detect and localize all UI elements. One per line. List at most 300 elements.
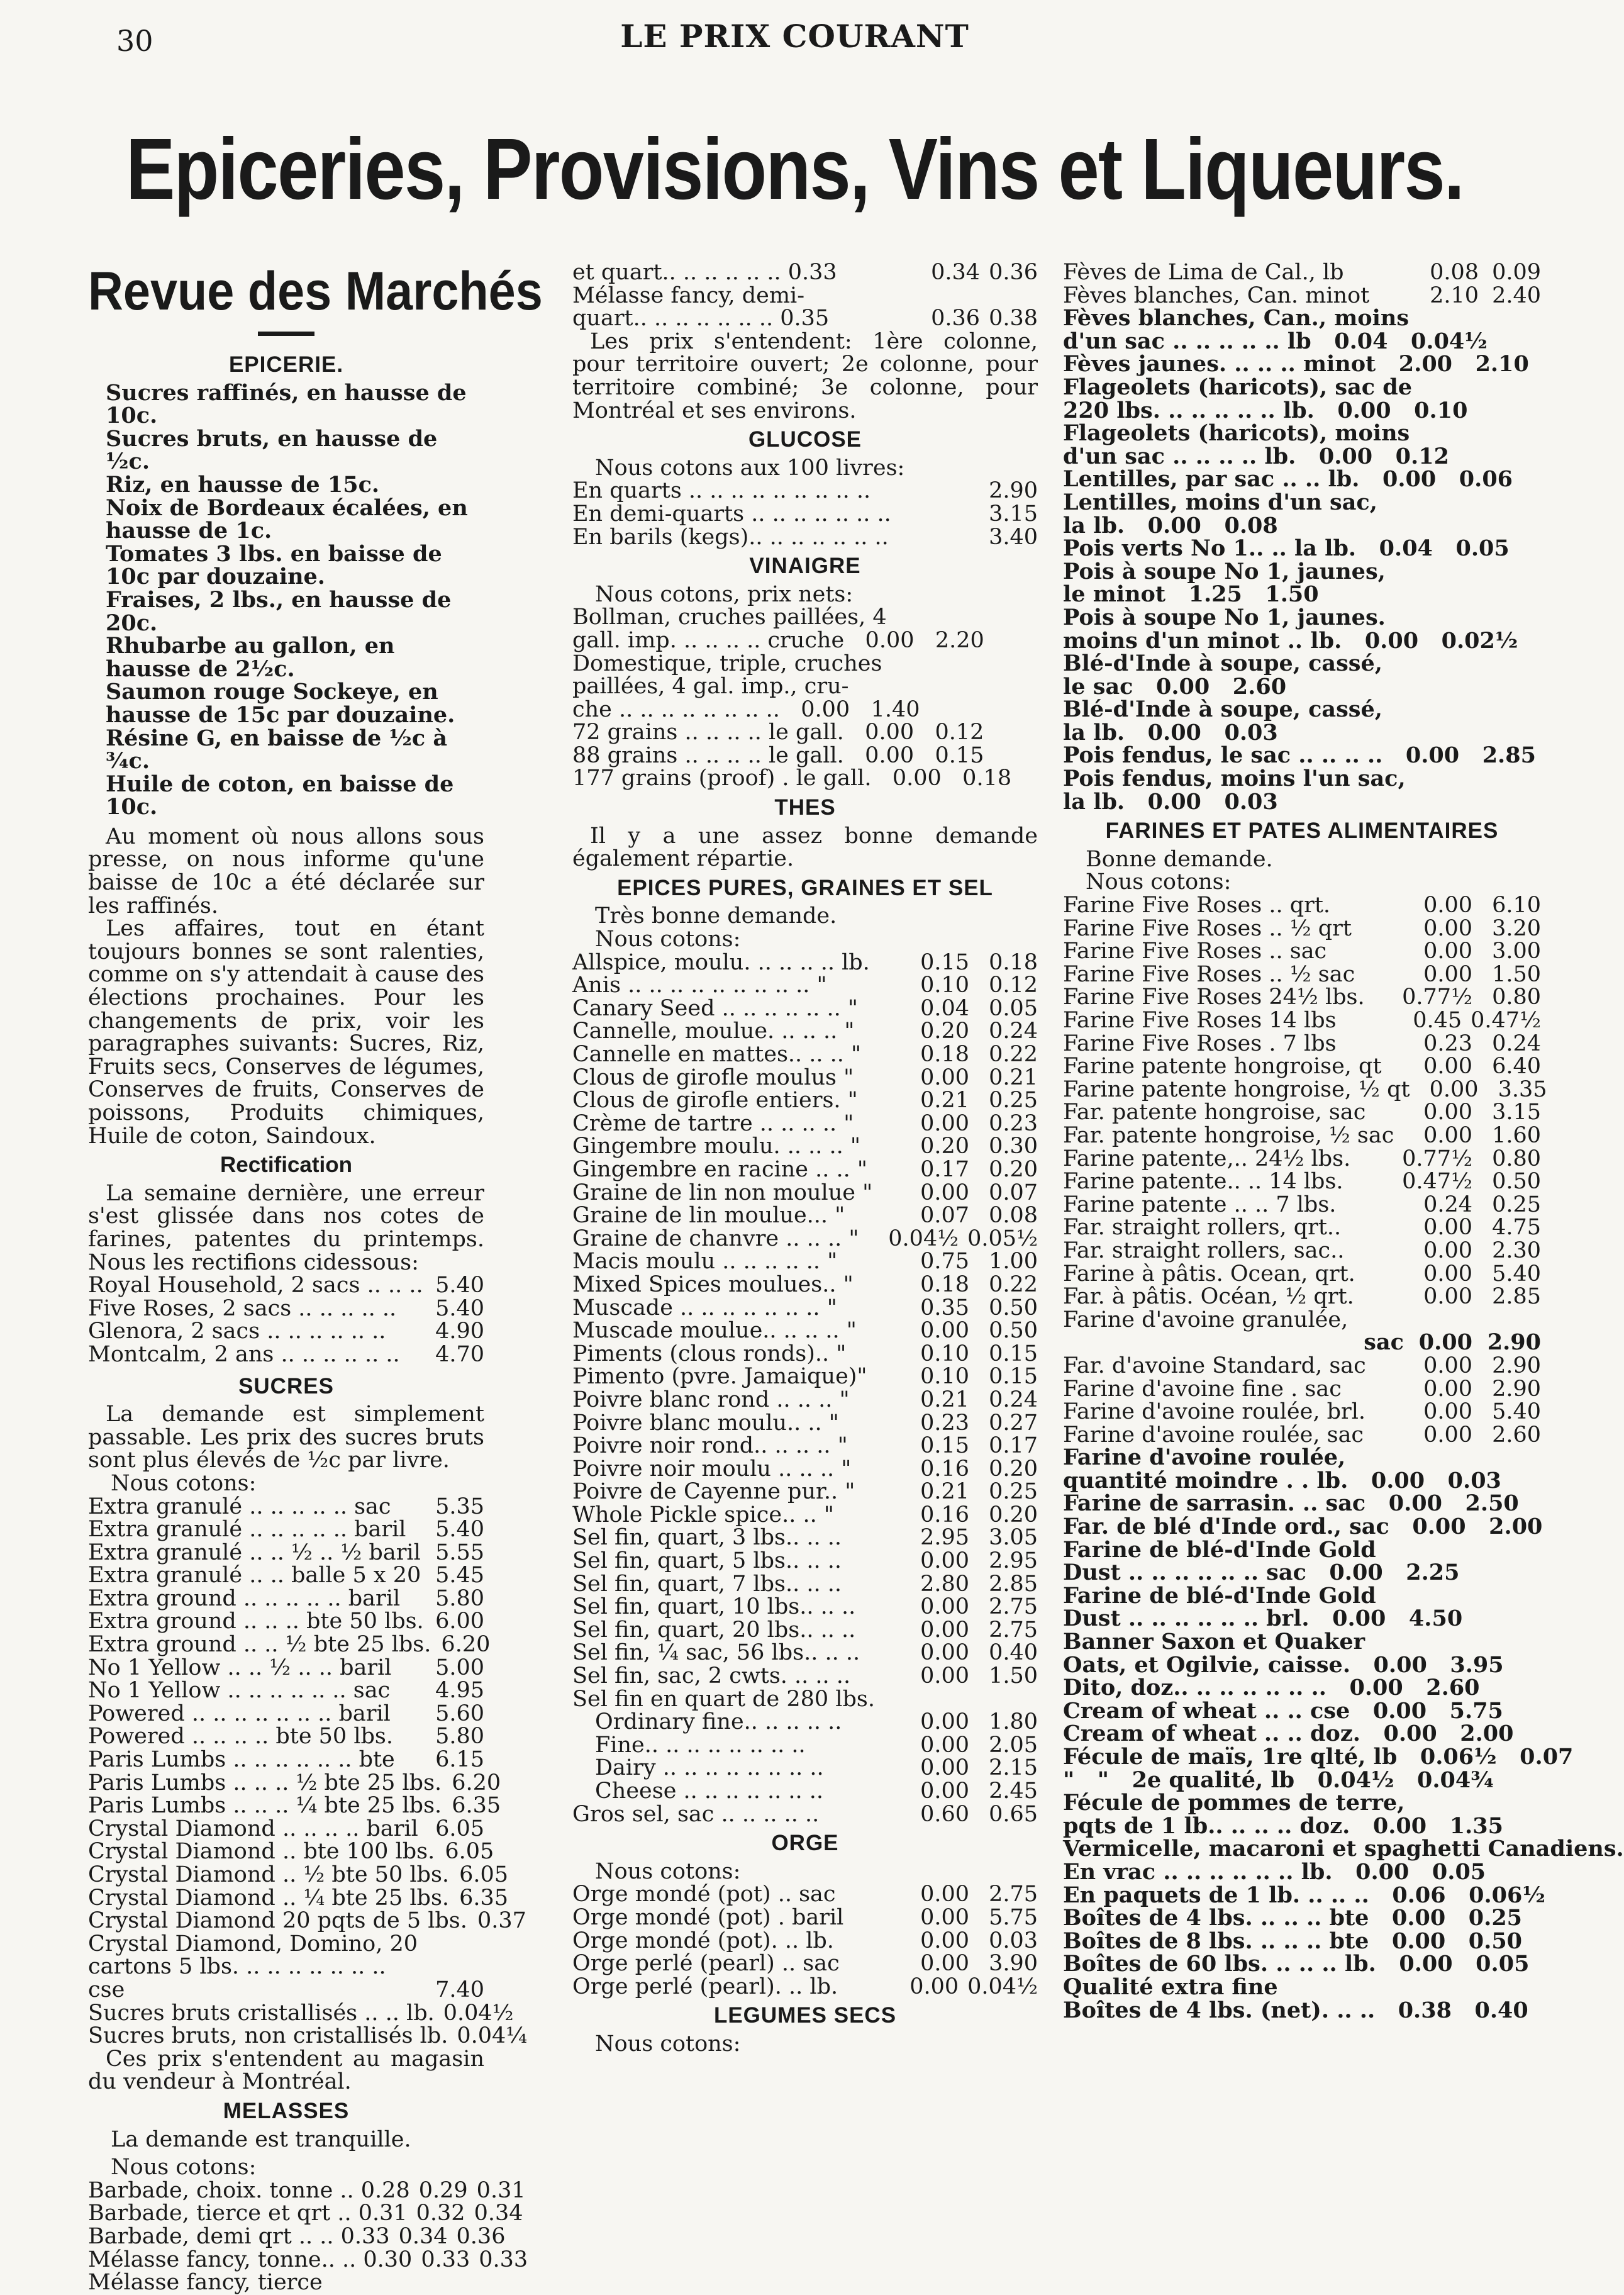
price-value: 0.00 — [1423, 1215, 1472, 1241]
price-value: 3.20 — [1492, 915, 1541, 941]
item-label: Crystal Diamond .. ½ bte 50 lbs. — [88, 1862, 450, 1887]
item-label: Far. straight rollers, sac.. — [1063, 1237, 1345, 1263]
price-row — [572, 1480, 1038, 1504]
paragraph: Les prix s'entendent: 1ère colonne, pour territoire ouvert; 2e colonne, pour territoire combiné; 3e colonne, pour Montréal et ses environs. — [572, 328, 1038, 423]
price-value: 0.47½ — [1402, 1169, 1472, 1195]
price-value: 0.20 — [920, 1019, 969, 1044]
item-label: Extra ground .. .. .. .. .. baril — [88, 1585, 401, 1611]
list-item: Cream of wheat .. .. cse 0.00 5.75 — [1063, 1697, 1503, 1724]
price-value: 0.04 — [920, 995, 969, 1021]
price-list — [1063, 307, 1541, 813]
price-table — [1063, 261, 1541, 307]
price-value: 0.25 — [989, 1479, 1038, 1505]
price-value: 0.05½ — [967, 1226, 1038, 1251]
price-value: 0.22 — [989, 1042, 1038, 1067]
item-label: Gingembre moulu. .. .. .. " — [572, 1134, 860, 1159]
price-row — [1063, 1032, 1541, 1056]
price-row — [572, 974, 1038, 997]
price-row — [88, 2247, 528, 2272]
price-value: 0.18 — [989, 949, 1038, 975]
price-value: 3.15 — [989, 501, 1038, 527]
price-row — [88, 1725, 484, 1748]
price-value: 0.36 — [931, 306, 981, 332]
price-row — [572, 1711, 1038, 1734]
list-item: Far. de blé d'Inde ord., sac 0.00 2.00 — [1063, 1514, 1543, 1540]
price-value: 0.21 — [920, 1479, 969, 1505]
price-row — [572, 1573, 1038, 1596]
list-item: Saumon rouge Sockeye, en hausse de 15c par douzaine. — [106, 679, 455, 728]
price-value: 0.04½ — [967, 1974, 1038, 1999]
item-label: Powered .. .. .. .. .. .. .. baril — [88, 1700, 391, 1726]
list-item: Blé-d'Inde à soupe, cassé, — [1063, 696, 1382, 723]
price-value: 0.00 — [1423, 1100, 1472, 1125]
item-label: Farine Five Roses . 7 lbs — [1063, 1030, 1337, 1056]
price-row — [88, 2023, 528, 2049]
item-label: Graine de chanvre .. .. .. " — [572, 1226, 859, 1251]
item-label: Barbade, tierce et qrt .. 0.31 — [88, 2201, 408, 2226]
item-label: Fèves de Lima de Cal., lb — [1063, 260, 1344, 285]
item-label: Sel fin, quart, 10 lbs.. .. .. — [572, 1594, 856, 1620]
item-label: Extra granulé .. .. .. .. .. baril — [88, 1517, 406, 1543]
paragraph: Très bonne demande. — [595, 903, 837, 929]
price-value: 3.90 — [989, 1951, 1038, 1977]
price-row — [572, 1020, 1038, 1043]
price-value: 5.80 — [435, 1585, 484, 1611]
price-value: 2.15 — [989, 1755, 1038, 1781]
item-label: Farine à pâtis. Ocean, qrt. — [1063, 1261, 1355, 1287]
nous-cotons-label: Nous cotons: — [1086, 869, 1232, 895]
price-value: 6.10 — [1492, 893, 1541, 919]
price-value: 0.16 — [920, 1456, 969, 1482]
item-label: Sel fin, quart, 7 lbs.. .. .. — [572, 1571, 842, 1597]
list-item: 220 lbs. .. .. .. .. .. lb. 0.00 0.10 — [1063, 397, 1468, 423]
list-item: Pois fendus, le sac .. .. .. .. 0.00 2.85 — [1063, 742, 1536, 769]
price-row — [88, 2000, 514, 2026]
item-label: En quarts .. .. .. .. .. .. .. .. .. — [572, 478, 871, 504]
price-value: 5.40 — [1492, 1261, 1541, 1287]
price-row — [572, 1273, 1038, 1297]
item-label: Dairy .. .. .. .. .. .. .. .. — [595, 1755, 824, 1781]
column-3 — [1063, 260, 1624, 2252]
list-item: Farine d'avoine granulée, — [1063, 1307, 1349, 1332]
list-item: Dito, doz.. .. .. .. .. .. .. 0.00 2.60 — [1063, 1675, 1480, 1701]
item-label: Sel fin, ¼ sac, 56 lbs.. .. .. — [572, 1640, 860, 1666]
list-item: En paquets de 1 lb. .. .. .. 0.06 0.06½ — [1063, 1882, 1545, 1908]
list-item: paillées, 4 gal. imp., cru- — [572, 674, 849, 700]
price-row — [572, 1734, 1038, 1757]
price-row — [1063, 1124, 1541, 1148]
list-item: Lentilles, par sac .. .. lb. 0.00 0.06 — [1063, 466, 1513, 493]
price-value: 0.24 — [1492, 1030, 1541, 1056]
item-label: Mixed Spices moulues.. " — [572, 1271, 854, 1297]
price-row — [88, 1908, 526, 1934]
price-value: 0.18 — [920, 1042, 969, 1067]
price-value: 2.90 — [989, 478, 1038, 504]
item-label: Crystal Diamond .. bte 100 lbs. — [88, 1839, 435, 1865]
item-label: Farine Five Roses .. sac — [1063, 939, 1327, 964]
list-item: 88 grains .. .. .. .. le gall. 0.00 0.15 — [572, 742, 984, 768]
list-item: moins d'un minot .. lb. 0.00 0.02½ — [1063, 627, 1518, 654]
list-item: Banner Saxon et Quaker — [1063, 1629, 1365, 1655]
price-value: 0.00 — [909, 1974, 959, 1999]
list-item: pqts de 1 lb.. .. .. .. doz. 0.00 1.35 — [1063, 1812, 1503, 1839]
item-label: Orge perlé (pearl). .. lb. — [572, 1974, 838, 1999]
list-item: Dust .. .. .. .. .. .. brl. 0.00 4.50 — [1063, 1605, 1463, 1632]
price-row — [572, 1906, 1038, 1929]
list-item: Boîtes de 4 lbs. .. .. .. bte 0.00 0.25 — [1063, 1905, 1523, 1931]
price-value: 2.90 — [1492, 1376, 1541, 1402]
list-item: d'un sac .. .. .. .. .. lb 0.04 0.04½ — [1063, 328, 1488, 354]
price-row — [572, 1550, 1038, 1573]
item-label: Pimento (pvre. Jamaique)" — [572, 1364, 867, 1390]
price-value: 0.00 — [920, 1548, 969, 1574]
list-item: Sucres raffinés, en hausse de 10c. — [106, 379, 467, 429]
price-table — [1063, 1331, 1541, 1354]
list-item: Dust .. .. .. .. .. .. sac 0.00 2.25 — [1063, 1560, 1460, 1586]
price-value: 0.00 — [1423, 1353, 1472, 1378]
price-row — [1063, 284, 1541, 308]
price-value: 2.85 — [989, 1571, 1038, 1597]
item-label: Paris Lumbs .. .. .. ½ bte 25 lbs. — [88, 1770, 442, 1795]
price-row — [1063, 261, 1541, 284]
price-value: 0.17 — [920, 1156, 969, 1182]
item-label: Gingembre en racine .. .. " — [572, 1156, 867, 1182]
list-item: Huile de coton, en baisse de 10c. — [106, 771, 454, 820]
price-value: 0.45 — [1413, 1008, 1462, 1033]
paragraph: Nous cotons: — [595, 2031, 741, 2057]
list-item: Qualité extra fine — [1063, 1974, 1278, 2000]
item-label: Clous de girofle moulus " — [572, 1064, 854, 1090]
price-row — [572, 479, 1038, 503]
item-label: Anis .. .. .. .. .. .. .. .. .. " — [572, 973, 827, 998]
price-value: 2.80 — [920, 1571, 969, 1597]
price-value: 3.40 — [989, 524, 1038, 550]
price-row — [572, 1043, 1038, 1066]
item-label: Barbade, demi qrt .. .. 0.33 — [88, 2223, 390, 2249]
item-label: No 1 Yellow .. .. .. .. .. .. sac — [88, 1678, 391, 1704]
price-value: 5.45 — [435, 1563, 484, 1589]
item-label: Sel fin, quart, 5 lbs.. .. .. — [572, 1548, 842, 1574]
item-label: Farine Five Roses .. ½ sac — [1063, 961, 1355, 987]
price-row — [572, 1158, 1038, 1181]
price-row — [1063, 1378, 1541, 1401]
item-label: Fine.. .. .. .. .. .. .. .. — [595, 1732, 806, 1758]
item-label: Graine de lin moulue... " — [572, 1203, 845, 1229]
price-row — [88, 1632, 491, 1658]
price-value: 1.50 — [1492, 961, 1541, 987]
price-value: 4.75 — [1492, 1215, 1541, 1241]
price-row — [88, 1770, 501, 1795]
price-row: Crystal Diamond, Domino, 20 cartons 5 lbs. .. .. .. .. .. .. .. cse 7.40 — [88, 1931, 484, 2002]
price-value: 0.21 — [920, 1387, 969, 1412]
price-value: 1.80 — [989, 1709, 1038, 1735]
price-row — [572, 503, 1038, 526]
price-row — [572, 1975, 1038, 1999]
price-row — [88, 1274, 484, 1297]
item-label: Montcalm, 2 ans .. .. .. .. .. .. — [88, 1341, 400, 1367]
list-item: Tomates 3 lbs. en baisse de 10c par douzaine. — [106, 540, 442, 590]
price-value: 6.20 — [452, 1770, 501, 1795]
price-value: 2.05 — [989, 1732, 1038, 1758]
list-item: la lb. 0.00 0.03 — [1063, 719, 1278, 745]
paragraph: La demande est tranquille. — [111, 2126, 411, 2152]
price-row — [88, 1587, 484, 1611]
price-value — [387, 2271, 431, 2294]
heading-epicerie: EPICERIE. — [228, 352, 344, 377]
price-row — [1063, 1009, 1541, 1032]
price-value: 0.40 — [989, 1640, 1038, 1666]
item-label: Piments (clous ronds).. " — [572, 1341, 847, 1366]
price-value: 2.10 — [1430, 282, 1479, 308]
price-row — [1063, 1170, 1541, 1193]
section-title: Revue des Marchés — [88, 261, 543, 321]
price-value: 0.25 — [989, 1088, 1038, 1114]
price-row — [88, 1320, 484, 1343]
price-value: 0.00 — [920, 1904, 969, 1930]
price-value: 1.50 — [989, 1663, 1038, 1689]
item-label: Far. d'avoine Standard, sac — [1063, 1353, 1366, 1378]
item-label: quart.. .. .. .. .. .. .. 0.35 — [572, 306, 830, 332]
price-row — [88, 1343, 484, 1366]
price-value: 0.21 — [920, 1088, 969, 1114]
price-row — [1063, 1216, 1541, 1239]
price-value: 0.38 — [989, 306, 1038, 332]
price-value: 2.60 — [1492, 1422, 1541, 1448]
item-label: Crystal Diamond 20 pqts de 5 lbs. — [88, 1908, 467, 1934]
price-value: 0.80 — [1492, 1146, 1541, 1171]
price-row — [572, 997, 1038, 1020]
list-item: Cream of wheat .. .. doz. 0.00 2.00 — [1063, 1721, 1514, 1747]
price-value: 0.34 — [474, 2201, 523, 2226]
item-label: Sucres bruts cristallisés .. .. lb. — [88, 2000, 435, 2026]
item-label: Allspice, moulu. .. .. .. .. lb. — [572, 949, 870, 975]
price-value: 0.05 — [989, 995, 1038, 1021]
price-value: 2.95 — [920, 1525, 969, 1551]
price-row — [1063, 1101, 1541, 1124]
price-value: 5.40 — [1492, 1399, 1541, 1425]
price-value: 0.75 — [920, 1249, 969, 1275]
price-value: 3.05 — [989, 1525, 1038, 1551]
item-label: Mélasse fancy, tonne.. .. 0.30 — [88, 2247, 413, 2272]
item-label: Royal Household, 2 sacs .. .. .. — [88, 1273, 423, 1298]
paragraph: La semaine dernière, une erreur s'est glissée dans nos cotes de farines, patentes du printemps. Nous les rectifions cidessous: — [88, 1180, 484, 1275]
price-value: 0.29 — [418, 2177, 468, 2203]
price-value: 0.17 — [989, 1433, 1038, 1459]
price-row — [572, 1066, 1038, 1090]
price-value: 0.00 — [1423, 1261, 1472, 1287]
price-row — [88, 1610, 484, 1633]
price-value: 0.00 — [920, 1778, 969, 1804]
list-item: Lentilles, moins d'un sac, — [1063, 489, 1377, 515]
paragraph: Nous cotons, prix nets: — [595, 581, 854, 607]
price-row — [1063, 940, 1541, 963]
list-item: Boîtes de 8 lbs. .. .. .. bte 0.00 0.50 — [1063, 1928, 1523, 1954]
price-value: 0.36 — [989, 260, 1038, 285]
item-label: Mélasse fancy, tierce — [88, 2270, 323, 2295]
price-value: 5.75 — [989, 1904, 1038, 1930]
item-label: Sucres bruts, non cristallisés lb. — [88, 2023, 448, 2049]
price-table — [572, 951, 1038, 1688]
price-value: 0.00 — [1423, 1122, 1472, 1148]
price-value: 0.22 — [989, 1271, 1038, 1297]
list-item: Fèves blanches, Can., moins — [1063, 305, 1410, 332]
item-label: Farine patente .. .. 7 lbs. — [1063, 1192, 1337, 1217]
price-table — [572, 1883, 1038, 1998]
price-value: 0.32 — [416, 2201, 465, 2226]
price-row — [88, 2201, 523, 2226]
price-value: 6.15 — [435, 1747, 484, 1773]
price-value: 0.12 — [989, 973, 1038, 998]
price-row — [572, 1883, 1038, 1906]
price-row — [572, 307, 1038, 330]
price-value: 0.24 — [989, 1387, 1038, 1412]
item-label: Powered .. .. .. .. bte 50 lbs. — [88, 1724, 394, 1750]
heading-melasses: MELASSES — [223, 2098, 350, 2123]
price-row — [572, 1365, 1038, 1388]
price-row — [572, 1952, 1038, 1975]
list-item: Riz, en hausse de 15c. — [106, 471, 380, 498]
price-value: 4.95 — [435, 1678, 484, 1704]
price-value: 2.75 — [989, 1617, 1038, 1643]
price-row — [572, 1619, 1038, 1642]
list-item: Sel fin en quart de 280 lbs. — [572, 1686, 875, 1712]
price-row — [1063, 917, 1541, 941]
column-2 — [572, 261, 1038, 2252]
item-label: Cheese .. .. .. .. .. .. .. — [595, 1778, 824, 1804]
item-label: Paris Lumbs .. .. .. ¼ bte 25 lbs. — [88, 1793, 442, 1819]
item-label: Crystal Diamond .. ¼ bte 25 lbs. — [88, 1885, 450, 1911]
price-row — [88, 1495, 484, 1519]
price-value: 0.00 — [1418, 1329, 1472, 1356]
price-value: 0.23 — [1423, 1030, 1472, 1056]
price-value: 0.34 — [931, 260, 981, 285]
item-label: Poivre blanc rond .. .. .. " — [572, 1387, 850, 1412]
price-value: 0.00 — [920, 1663, 969, 1689]
list-item: Blé-d'Inde à soupe, cassé, — [1063, 651, 1382, 677]
price-row — [572, 1458, 1038, 1481]
item-label: Extra ground .. .. ½ bte 25 lbs. — [88, 1632, 431, 1658]
item-label: Orge mondé (pot) .. sac — [572, 1882, 836, 1907]
price-row — [1063, 1148, 1541, 1171]
price-value: 0.24 — [989, 1019, 1038, 1044]
price-value: 4.70 — [435, 1341, 484, 1367]
price-value: 0.21 — [989, 1064, 1038, 1090]
list-item: Pois verts No 1.. .. la lb. 0.04 0.05 — [1063, 535, 1510, 562]
market-changes-list — [88, 379, 484, 820]
item-label: Far. patente hongroise, ½ sac — [1063, 1122, 1394, 1148]
price-value: 0.09 — [1492, 260, 1541, 285]
price-value: 1.00 — [989, 1249, 1038, 1275]
price-value: 5.35 — [435, 1494, 484, 1519]
price-value: 5.80 — [435, 1724, 484, 1750]
price-value: 0.07 — [989, 1180, 1038, 1205]
list-item: gall. imp. .. .. .. .. cruche 0.00 2.20 — [572, 627, 984, 653]
item-label: Poivre noir rond.. .. .. .. " — [572, 1433, 848, 1459]
paragraph: Au moment où nous allons sous presse, on nous informe qu'une baisse de 10c a été déclarée sur les raffinés. — [88, 824, 484, 919]
item-label: Extra granulé .. .. .. .. .. sac — [88, 1494, 391, 1519]
price-value — [440, 2271, 484, 2294]
item-label: Farine d'avoine fine . sac — [1063, 1376, 1342, 1402]
item-label: Extra granulé .. .. balle 5 x 20 — [88, 1563, 421, 1589]
price-row — [572, 1434, 1038, 1458]
price-value: 2.75 — [989, 1594, 1038, 1620]
item-label: Muscade moulue.. .. .. .. " — [572, 1318, 857, 1344]
price-value: 0.00 — [1423, 939, 1472, 964]
list-item: Pois à soupe No 1, jaunes. — [1063, 604, 1386, 630]
price-row — [572, 261, 1038, 284]
item-label: Farine patente.. .. 14 lbs. — [1063, 1169, 1343, 1195]
price-value: 0.08 — [989, 1203, 1038, 1229]
item-label: Crystal Diamond .. .. .. .. baril — [88, 1816, 418, 1841]
item-label: Extra granulé .. .. ½ .. ½ baril — [88, 1539, 421, 1565]
price-value: 0.00 — [920, 1180, 969, 1205]
price-value: 0.36 — [456, 2223, 506, 2249]
list-item: d'un sac .. .. .. .. lb. 0.00 0.12 — [1063, 443, 1449, 469]
price-value: 2.90 — [1487, 1329, 1541, 1356]
price-value: 5.40 — [435, 1517, 484, 1543]
paragraph: Bonne demande. — [1086, 846, 1273, 872]
price-list — [1063, 1444, 1624, 2023]
heading-orge: ORGE — [771, 1831, 839, 1856]
paragraph: Nous cotons aux 100 livres: — [595, 455, 905, 481]
price-row — [88, 1748, 484, 1772]
item-label: Sel fin, sac, 2 cwts. .. .. .. — [572, 1663, 851, 1689]
price-value: 0.50 — [1492, 1169, 1541, 1195]
price-table — [88, 1274, 484, 1366]
item-label: Poivre de Cayenne pur.. " — [572, 1479, 855, 1505]
price-row — [572, 284, 1038, 308]
price-value: 5.55 — [435, 1539, 484, 1565]
item-label: Graine de lin non moulue " — [572, 1180, 873, 1205]
price-value: 0.47½ — [1471, 1008, 1541, 1033]
list-item: la lb. 0.00 0.08 — [1063, 512, 1278, 539]
price-row — [572, 1135, 1038, 1158]
item-label: Whole Pickle spice.. .. " — [572, 1502, 834, 1527]
price-value: 0.10 — [920, 973, 969, 998]
price-table — [88, 2000, 528, 2049]
price-value: 0.08 — [1430, 260, 1479, 285]
price-value: 0.77½ — [1402, 1146, 1472, 1171]
price-value: 0.00 — [1423, 1399, 1472, 1425]
list-item: Bollman, cruches paillées, 4 — [572, 605, 887, 630]
price-row — [572, 1388, 1038, 1412]
price-value: 0.77½ — [1402, 985, 1472, 1010]
price-value: 5.60 — [435, 1700, 484, 1726]
list-item: Domestique, triple, cruches — [572, 651, 882, 676]
price-row — [572, 1803, 1038, 1826]
price-value: 0.15 — [989, 1364, 1038, 1390]
list-item: Fécule de pommes de terre, — [1063, 1790, 1405, 1816]
price-value: 6.35 — [459, 1885, 509, 1911]
price-value: 0.15 — [920, 1433, 969, 1459]
column-1 — [88, 261, 543, 2295]
item-label: Far. patente hongroise, sac — [1063, 1100, 1366, 1125]
price-row — [572, 1250, 1038, 1273]
item-label: Five Roses, 2 sacs .. .. .. .. .. — [88, 1295, 397, 1321]
price-row — [572, 1297, 1038, 1320]
list-item: Pois fendus, moins l'un sac, — [1063, 766, 1406, 792]
price-table — [572, 261, 1038, 330]
list-item: le sac 0.00 2.60 — [1063, 673, 1287, 700]
price-value: 6.05 — [445, 1839, 494, 1865]
price-value: 0.50 — [989, 1318, 1038, 1344]
list-item: Fécule de maïs, 1re qlté, lb 0.06½ 0.07 — [1063, 1744, 1574, 1770]
price-row — [1063, 1354, 1541, 1378]
list-item: 177 grains (proof) . le gall. 0.00 0.18 — [572, 766, 1012, 791]
item-label: Paris Lumbs .. .. .. .. .. .. bte — [88, 1747, 395, 1773]
price-value: 4.90 — [435, 1319, 484, 1344]
price-table — [572, 1803, 1038, 1826]
